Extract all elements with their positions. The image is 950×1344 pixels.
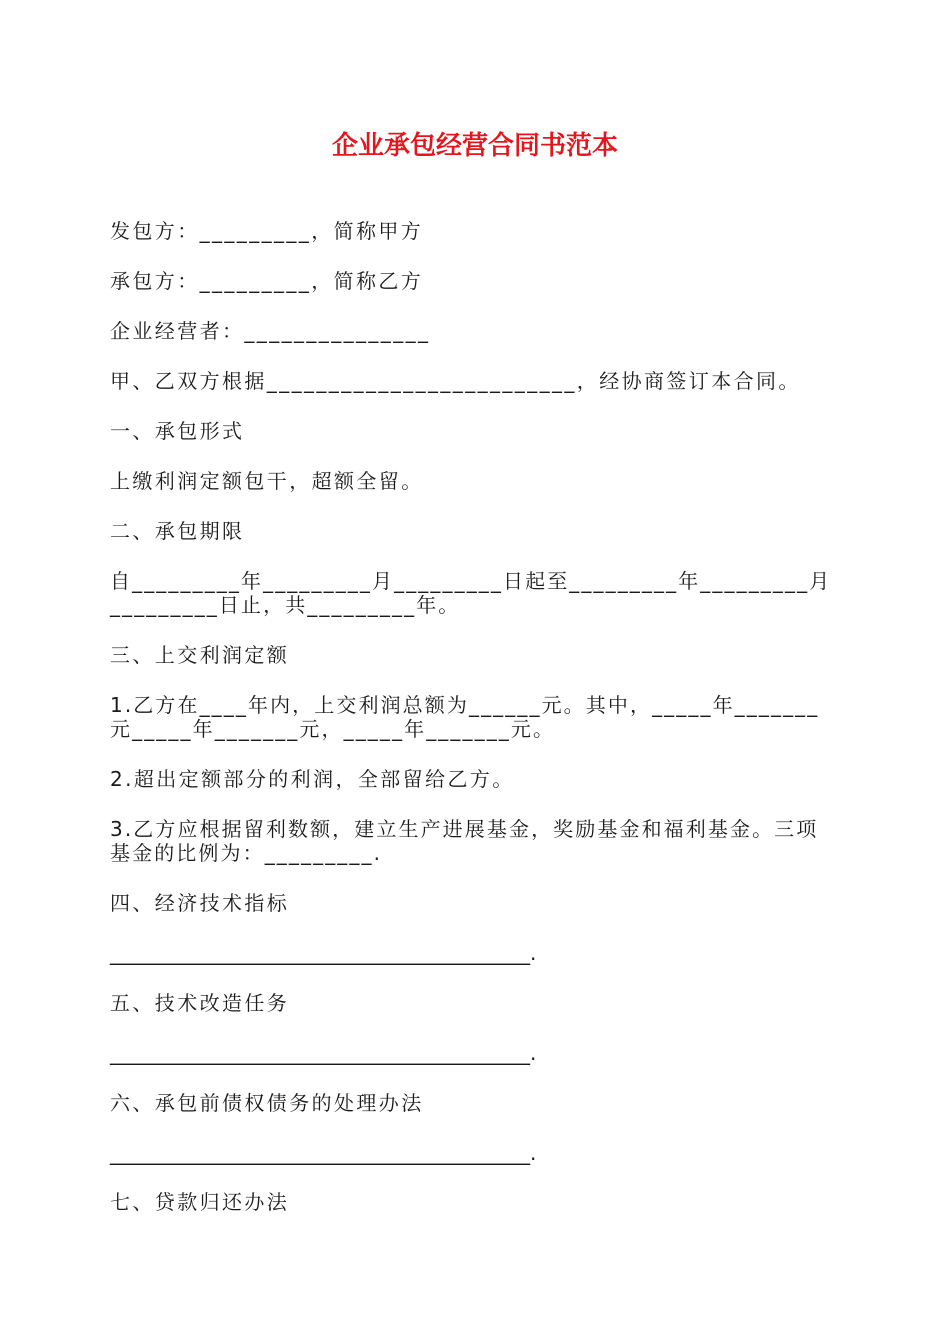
section-heading-3: 三、上交利润定额 [110,643,290,667]
party-a-line: 发包方：_________，简称甲方 [110,219,424,243]
section-5-blank: __________________________________________. [110,1041,537,1065]
document-title: 企业承包经营合同书范本 [331,131,618,161]
section-1-body: 上缴利润定额包干，超额全留。 [110,469,424,493]
section-heading-7: 七、贷款归还办法 [110,1190,290,1214]
section-heading-5: 五、技术改造任务 [110,991,290,1015]
section-3-item-2: 2.超出定额部分的利润，全部留给乙方。 [110,767,515,791]
section-heading-4: 四、经济技术指标 [110,891,290,915]
operator-line: 企业经营者：_______________ [110,319,431,343]
section-4-blank: __________________________________________. [110,941,537,965]
section-2-body: 自_________年_________月_________日起至_________年_________月_________日止，共_________年。 [110,569,832,617]
section-6-blank: __________________________________________. [110,1141,537,1165]
section-heading-6: 六、承包前债权债务的处理办法 [110,1091,424,1115]
section-3-item-3: 3.乙方应根据留利数额，建立生产进展基金，奖励基金和福利基金。三项基金的比例为：_________. [110,817,819,865]
party-b-line: 承包方：_________，简称乙方 [110,269,424,293]
section-3-item-1: 1.乙方在____年内，上交利润总额为______元。其中，_____年_______元_____年_______元，_____年_______元。 [110,693,820,741]
preamble-line: 甲、乙双方根据_________________________，经协商签订本合同。 [110,369,801,393]
section-heading-1: 一、承包形式 [110,419,245,443]
section-heading-2: 二、承包期限 [110,519,245,543]
